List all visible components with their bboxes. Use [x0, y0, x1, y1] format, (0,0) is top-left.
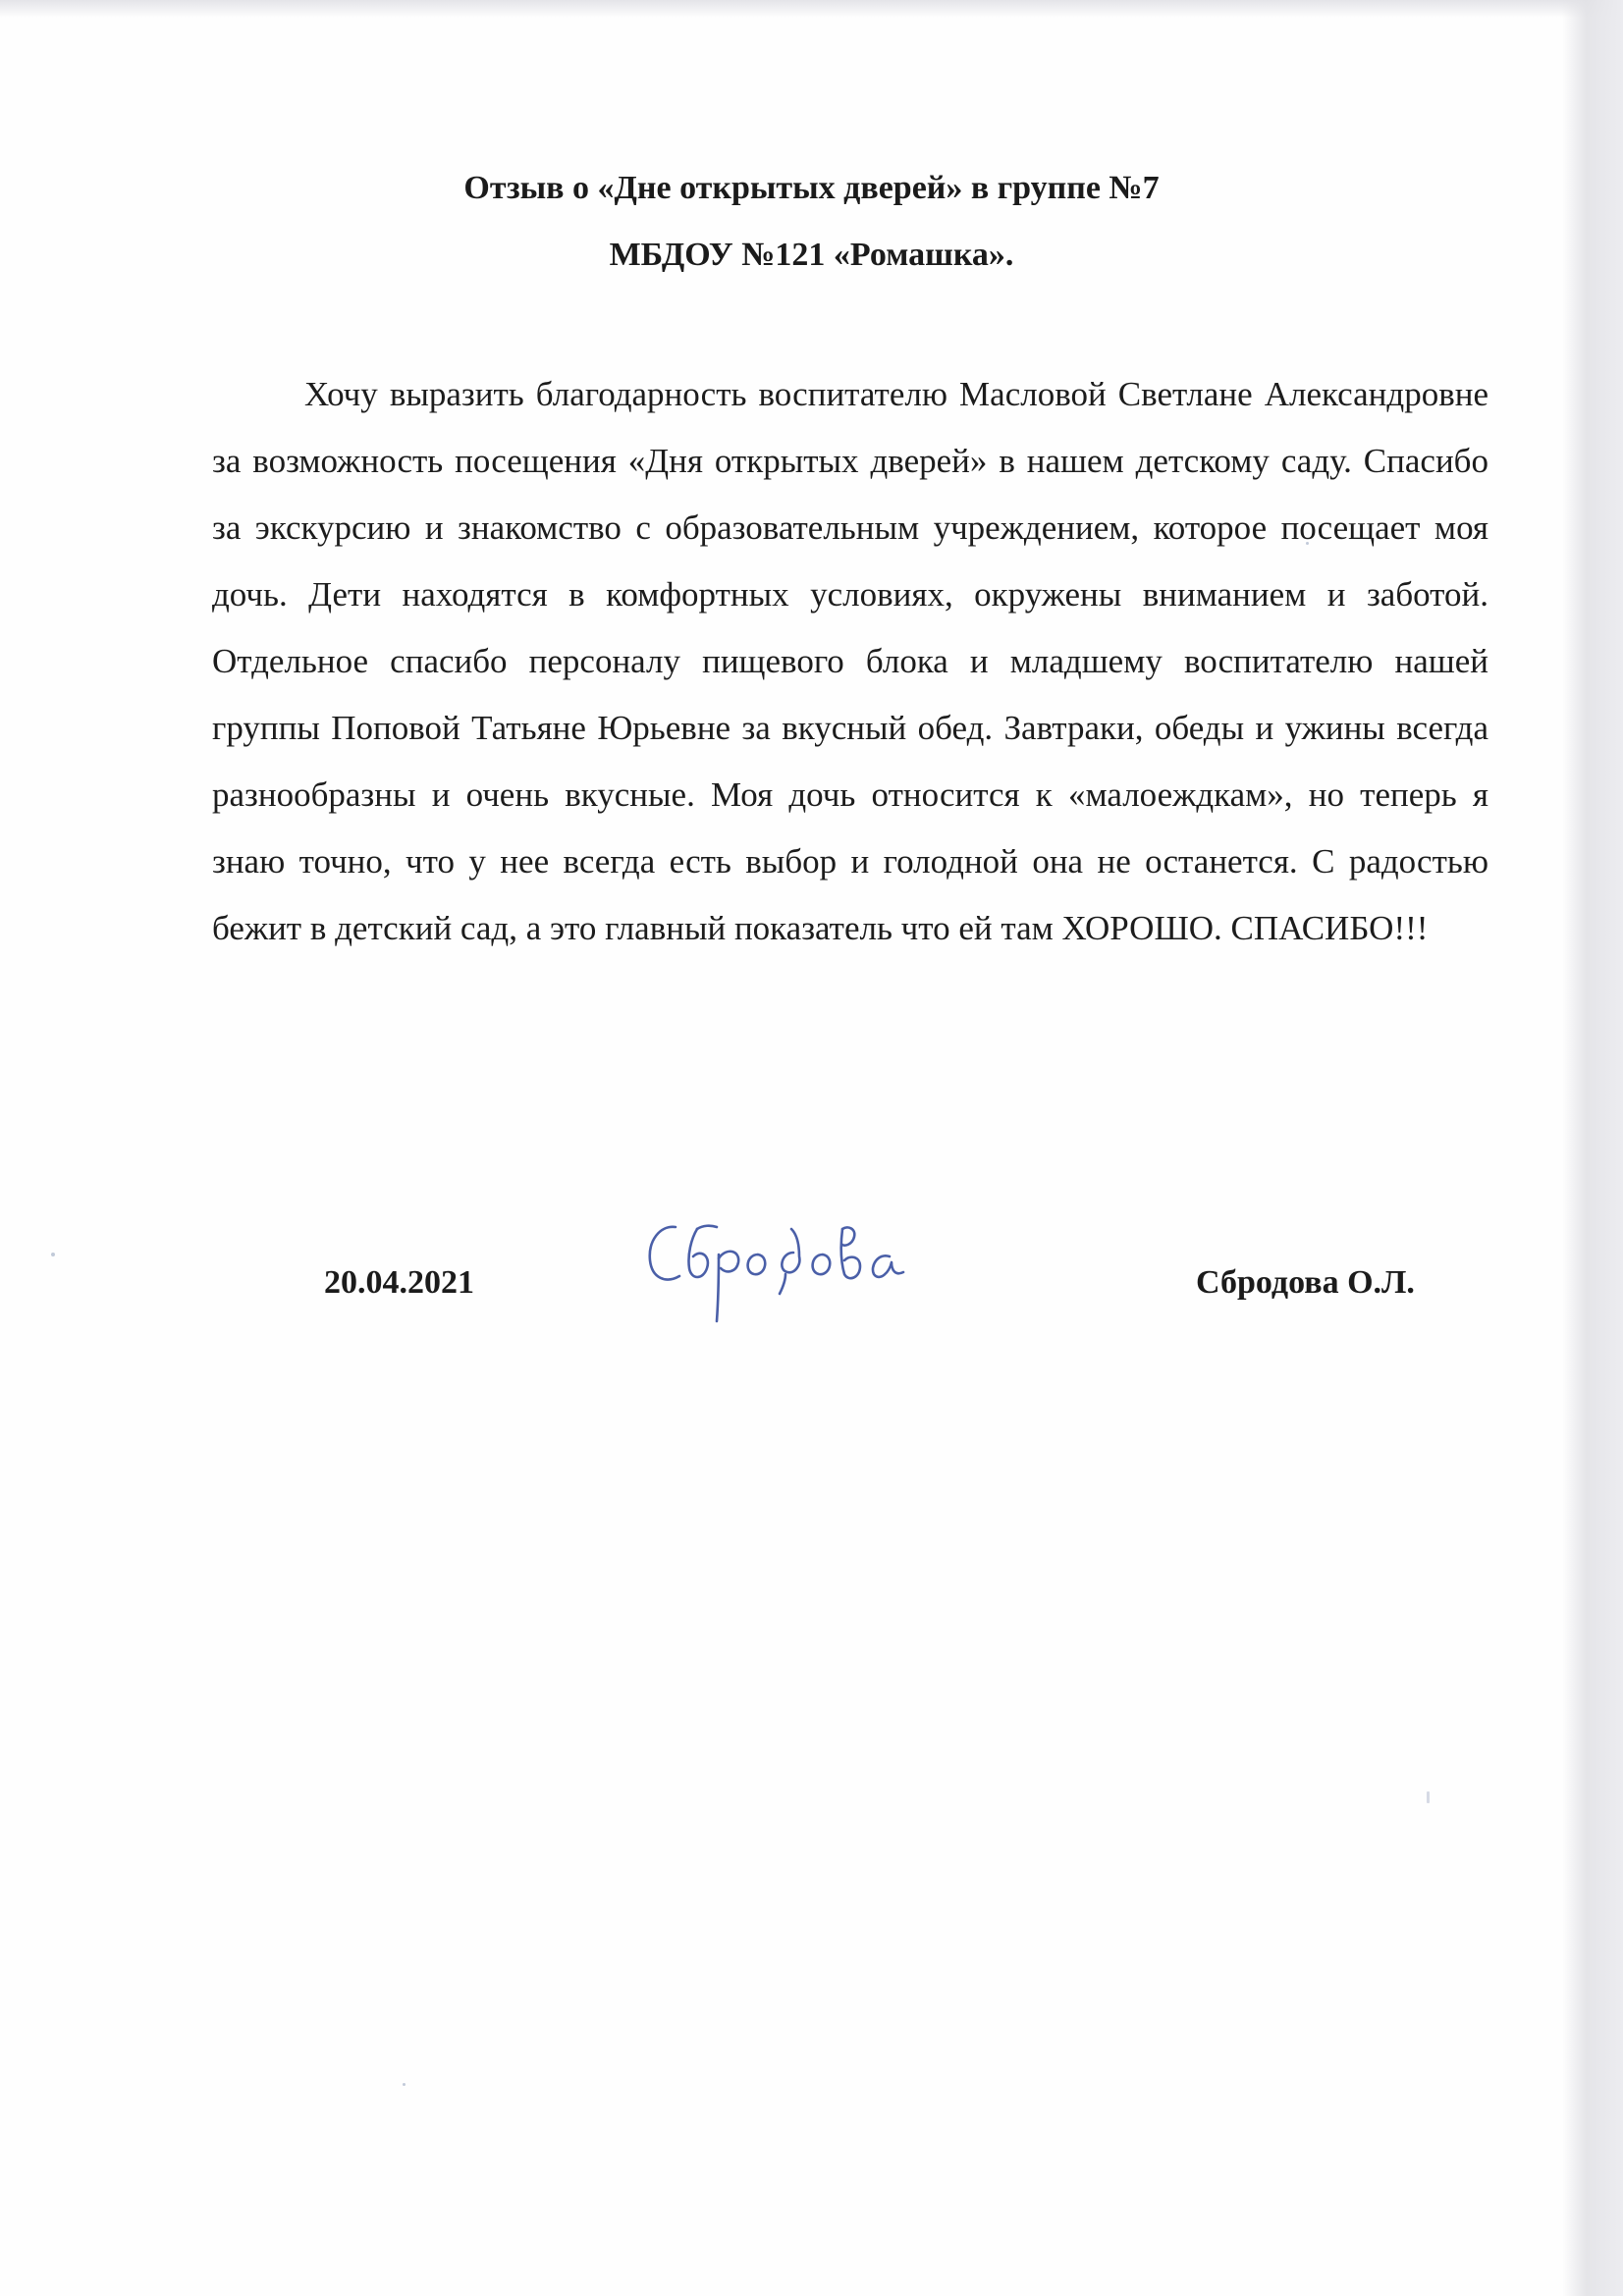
signer-name: Сбродова О.Л. [1196, 1264, 1415, 1301]
scan-speck [1427, 1791, 1430, 1803]
handwritten-signature [638, 1205, 923, 1333]
scan-speck [403, 2083, 406, 2086]
scan-speck [51, 1253, 55, 1256]
scan-edge-right [1562, 0, 1623, 2296]
review-date: 20.04.2021 [324, 1264, 474, 1301]
scan-edge-top [0, 0, 1623, 18]
document-title-line-1: Отзыв о «Дне открытых дверей» в группе №7 [463, 170, 1160, 206]
review-body: Хочу выразить благодарность воспитателю Масловой Светлане Александровне за возможность посещения «Дня открытых дверей» в нашем детскому саду. Спасибо за экскурсию и знакомство с образовательным учреждением, которое посещает моя дочь. Дети находятся в комфортных условиях, окружены вниманием и заботой. Отдельное спасибо персоналу пищевого блока и младшему воспитателю нашей группы Поповой Татьяне Юрьевне за вкусный обед. Завтраки, обеды и ужины всегда разнообразны и очень вкусные. Моя дочь относится к «малоеждкам», но теперь я знаю точно, что у нее всегда есть выбор и голодной она не останется. С радостью бежит в детский сад, а это главный показатель что ей там ХОРОШО. СПАСИБО!!! [212, 375, 1488, 947]
document-title-line-2: МБДОУ №121 «Ромашка». [609, 237, 1014, 273]
